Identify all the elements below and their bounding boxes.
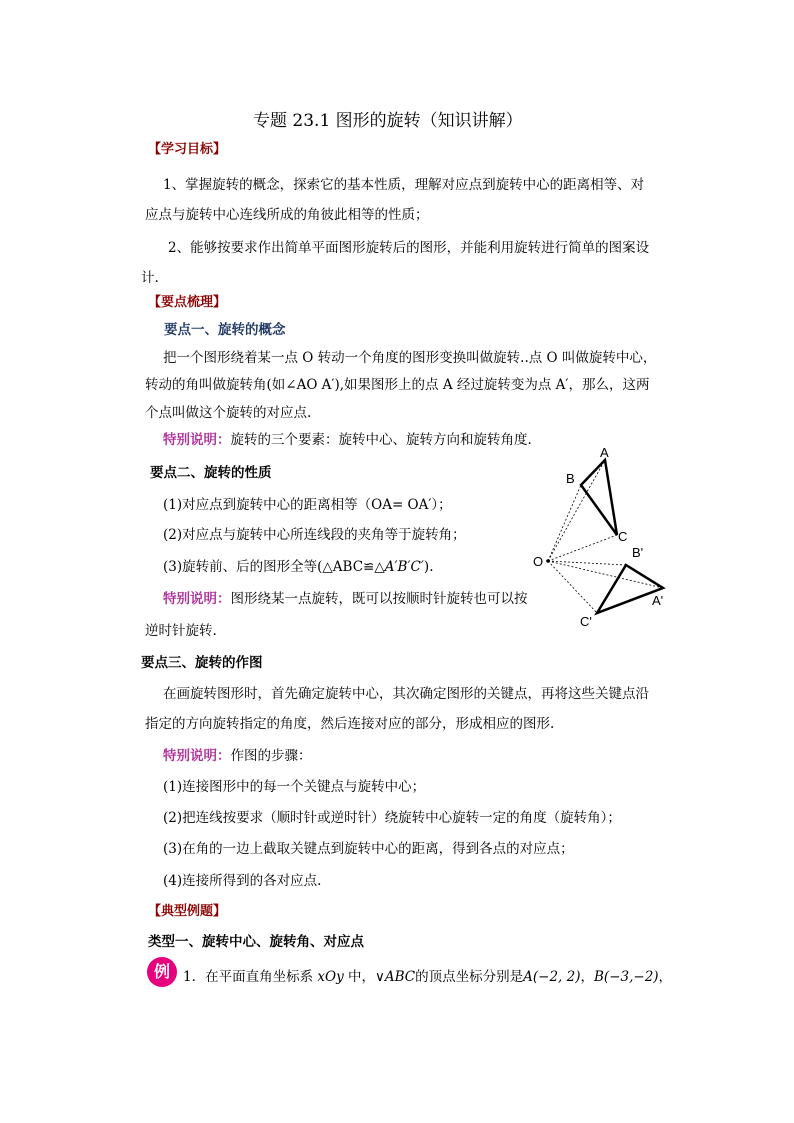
point-1-title: 要点一、旋转的概念 [164, 322, 286, 338]
goal-1-line-2: 应点与旋转中心连线所成的角彼此相等的性质； [145, 207, 429, 223]
ex1-point-a: A(−2, 2) [523, 969, 581, 985]
point-1-note-text: 旋转的三个要素：旋转中心、旋转方向和旋转角度. [230, 432, 532, 448]
point-1-line-2: 转动的角叫做旋转角(如∠AO A′),如果图形上的点 A 经过旋转变为点 A′，那么，这两 [145, 377, 650, 393]
example-1-text [183, 965, 672, 985]
point-3-note [163, 744, 312, 764]
label-a-prime: A' [652, 593, 664, 608]
ex1-triangle: ∨ABC [375, 969, 416, 985]
step-2: (2)把连线按要求（顺时针或逆时针）绕旋转中心旋转一定的角度（旋转角）； [163, 810, 621, 826]
section-learning-goals: 【学习目标】 [148, 142, 227, 157]
point-3-note-text: 作图的步骤： [230, 748, 312, 764]
page-title: 专题 23.1 图形的旋转（知识讲解） [253, 111, 523, 131]
point-3-line-2: 指定的方向旋转指定的角度，然后连接对应的部分，形成相应的图形. [145, 716, 555, 732]
item-3-end: ). [423, 559, 434, 575]
ex1-part-e: 的顶点坐标分别是 [415, 969, 524, 985]
point-2-title: 要点二、旋转的性质 [150, 465, 272, 481]
goal-2-line-2: 计. [141, 270, 159, 286]
step-1: (1)连接图形中的每一个关键点与旋转中心； [163, 779, 426, 795]
point-2-note-text: 图形绕某一点旋转，既可以按顺时针旋转也可以按 [230, 591, 528, 607]
section-key-points: 【要点梳理】 [148, 295, 227, 310]
point-2-note-line-2: 逆时针旋转. [145, 623, 217, 639]
center-point-o [546, 559, 550, 563]
point-3-title: 要点三、旋转的作图 [141, 655, 263, 671]
label-b-prime: B' [632, 545, 644, 560]
ex1-point-b: B(−3,−2) [594, 969, 659, 985]
step-3: (3)在角的一边上截取关键点到旋转中心的距离，得到各点的对应点； [163, 841, 574, 857]
point-3-line-1: 在画旋转图形时，首先确定旋转中心，其次确定图形的关键点，再将这些关键点沿 [163, 686, 649, 702]
point-1-note [163, 428, 532, 448]
goal-1-line-1: 1、掌握旋转的概念，探索它的基本性质，理解对应点到旋转中心的距离相等、对 [163, 177, 645, 193]
rotation-figure [525, 440, 685, 640]
example-badge: 例 [147, 957, 177, 987]
ex1-part-c: 中， [348, 969, 375, 985]
ex1-comma-1: ， [580, 969, 594, 985]
label-a: A [600, 445, 609, 460]
special-note-label: 特别说明： [163, 748, 231, 764]
point-2-item-2: (2)对应点与旋转中心所连线段的夹角等于旋转角； [163, 527, 466, 543]
step-4: (4)连接所得到的各对应点. [163, 873, 322, 889]
point-2-item-1: (1)对应点到旋转中心的距离相等（OA= OA′）； [163, 497, 452, 513]
triangle-abc [581, 460, 617, 535]
item-3-text: (3)旋转前、后的图形全等(△ABC≌△ [163, 559, 385, 575]
special-note-label: 特别说明： [163, 591, 231, 607]
point-1-line-1: 把一个图形绕着某一点 O 转动一个角度的图形变换叫做旋转..点 O 叫做旋转中心， [163, 350, 657, 366]
goal-2-line-1: 2、能够按要求作出简单平面图形旋转后的图形，并能利用旋转进行简单的图案设 [168, 240, 650, 256]
item-3-triangle: A′B′C′ [384, 559, 424, 575]
label-o: O [533, 554, 544, 569]
point-2-note [163, 587, 528, 607]
label-c-prime: C' [580, 614, 592, 629]
ex1-comma-2: ， [658, 969, 673, 985]
point-1-line-3: 个点叫做这个旋转的对应点. [145, 405, 312, 421]
point-2-item-3 [163, 555, 433, 575]
label-c: C [618, 529, 628, 544]
special-note-label: 特别说明： [163, 432, 231, 448]
type-1-title: 类型一、旋转中心、旋转角、对应点 [148, 934, 364, 950]
section-examples: 【典型例题】 [148, 904, 227, 919]
ex1-part-a: 1．在平面直角坐标系 [183, 969, 314, 985]
label-b: B [566, 471, 575, 486]
ex1-plane: xOy [317, 969, 344, 985]
